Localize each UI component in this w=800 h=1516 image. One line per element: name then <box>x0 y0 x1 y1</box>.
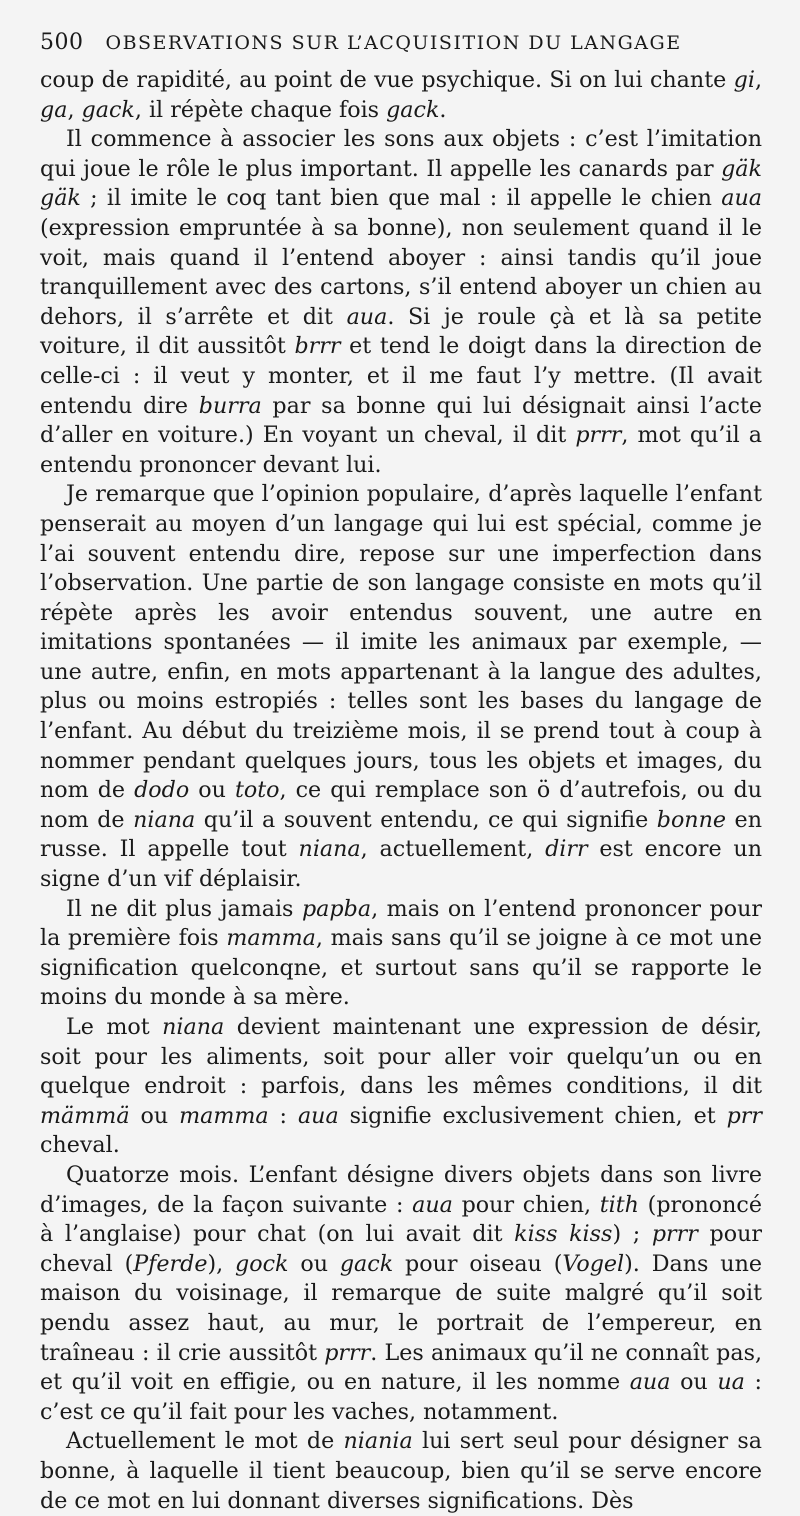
italic-term: aua <box>297 1102 339 1129</box>
italic-term: tith <box>599 1191 639 1218</box>
text-run: (expression empruntée à sa bonne), non seulement quand il le voit, mais quand il l’entend aboyer : ainsi tandis qu’il joue tranquillement avec des cartons, s’il entend aboyer un chien au dehors, il s’arrête et dit <box>40 214 762 330</box>
italic-term: brrr <box>294 333 341 360</box>
paragraph <box>40 480 762 894</box>
italic-term: gock <box>235 1250 289 1277</box>
text-run: Actuellement le mot de <box>66 1428 344 1455</box>
running-header <box>40 30 762 66</box>
italic-term: Pferde <box>133 1250 208 1277</box>
text-run: , mot qu’il a entendu prononcer devant lui. <box>40 422 762 478</box>
italic-term: toto <box>234 777 280 804</box>
italic-term: burra <box>198 392 262 419</box>
text-run: . Si je roule çà et là sa petite voiture, il dit aussitôt <box>40 303 762 360</box>
italic-term: gack <box>386 96 440 123</box>
text-run: (prononcé à l’anglaise) pour chat (on lui avait dit <box>40 1191 762 1248</box>
italic-term: dodo <box>134 777 190 804</box>
text-run: , <box>67 96 82 123</box>
text-run: par sa bonne qui lui désignait ainsi l’acte d’aller en voiture.) En voyant un cheval, il dit <box>40 392 762 449</box>
italic-term: niania <box>343 1428 413 1455</box>
italic-term: gack <box>81 96 135 123</box>
text-run: coup de rapidité, au point de vue psychique. Si on lui chante <box>40 67 734 93</box>
italic-term: niana <box>162 1014 225 1040</box>
text-run: ou <box>129 1102 180 1129</box>
text-run: qu’il a souvent entendu, ce qui signifie <box>195 806 657 833</box>
italic-term: ua <box>717 1369 745 1396</box>
italic-term: aua <box>629 1369 671 1396</box>
text-run: lui sert seul pour désigner sa bonne, à laquelle il tient beaucoup, bien qu’il se serve encore de ce mot en lui donnant diverses significations. Dès <box>40 1428 762 1514</box>
italic-term: papba <box>301 895 372 922</box>
text-run: pour oiseau ( <box>393 1250 563 1277</box>
text-run: , mais on l’entend prononcer pour la première fois <box>40 895 762 952</box>
italic-term: niana <box>133 806 196 833</box>
italic-term: prr <box>726 1102 762 1129</box>
text-run: Quatorze mois. L’enfant désigne divers objets dans son livre d’images, de la façon suivante : <box>40 1161 762 1218</box>
italic-term: niana <box>298 836 361 863</box>
text-run: ou <box>670 1369 718 1396</box>
text-run: , actuellement, <box>360 836 546 863</box>
text-run: ou <box>288 1250 340 1277</box>
italic-term: aua <box>346 303 388 330</box>
italic-term: bonne <box>656 806 727 833</box>
italic-term: aua <box>412 1191 453 1218</box>
text-run: ), <box>207 1250 236 1277</box>
italic-term: prrr <box>575 422 622 449</box>
text-run: . <box>439 96 447 123</box>
italic-term: Vogel <box>562 1250 625 1277</box>
page-number: 500 <box>40 30 84 55</box>
paragraph <box>40 1427 762 1516</box>
italic-term: mämmä <box>40 1102 130 1129</box>
text-run: : c’est ce qu’il fait pour les vaches, notamment. <box>40 1369 762 1425</box>
text-run: Il commence à associer les sons aux objets : c’est l’imitation qui joue le rôle le plus important. Il appelle les canards par <box>40 126 762 182</box>
italic-term: prrr <box>651 1221 698 1248</box>
paragraph <box>40 1161 762 1427</box>
paragraph <box>40 125 762 480</box>
text-run: Je remarque que l’opinion populaire, d’après laquelle l’enfant penserait au moyen d’un langage qui lui est spécial, comme je l’ai souvent entendu dire, repose sur une imperfection dans l’observation. Une partie de son langage consiste en mots qu’il répète après les avoir entendus souvent, une autre en imitations spontanées — il imite les animaux par exemple, — une autre, enfin, en mots appartenant à la langue des adultes, plus ou moins estropiés : telles sont les bases du langage de l’enfant. Au début du treizième mois, il se prend tout à coup à nommer pendant quelques jours, tous les objets et images, du nom de <box>40 481 762 804</box>
paragraph <box>40 66 762 125</box>
text-run: et tend le doigt dans la direction de celle-ci : il veut y monter, et il me faut l’y mettre. (Il avait entendu dire <box>40 333 762 419</box>
italic-term: prrr <box>324 1339 371 1366</box>
text-run: est encore un signe d’un vif déplaisir. <box>40 836 762 893</box>
text-run: , il répète chaque fois <box>134 96 387 123</box>
italic-term: ga <box>40 96 68 123</box>
text-run: ) ; <box>612 1221 652 1248</box>
text-run: Le mot <box>66 1014 163 1040</box>
text-run: Il ne dit plus jamais <box>66 895 302 922</box>
italic-term: mamma <box>179 1102 269 1129</box>
text-run: . Les animaux qu’il ne connaît pas, et qu’il voit en effigie, ou en nature, il les nomme <box>40 1339 763 1396</box>
text-run: ). Dans une maison du voisinage, il remarque de suite malgré qu’il soit pendu assez haut, au mur, le portrait de l’empereur, en traîneau : il crie aussitôt <box>40 1250 762 1366</box>
text-run: devient maintenant une expression de désir, soit pour les aliments, soit pour aller voir quelqu’un ou en quelque endroit : parfois, dans les mêmes conditions, il dit <box>40 1014 762 1100</box>
text-run: ; il imite le coq tant bien que mal : il appelle le chien <box>80 185 722 212</box>
text-run: pour cheval ( <box>40 1221 762 1277</box>
text-run: signifie exclusivement chien, et <box>338 1102 727 1129</box>
italic-term: gäk gäk <box>40 155 762 212</box>
text-run: , mais sans qu’il se joigne à ce mot une signification quelconqne, et surtout sans qu’il se rapporte le moins du monde à sa mère. <box>40 925 763 1011</box>
italic-term: gack <box>339 1250 394 1277</box>
italic-term: kiss kiss <box>514 1221 613 1248</box>
running-title: OBSERVATIONS SUR L’ACQUISITION DU LANGAGE <box>105 32 682 54</box>
italic-term: gi <box>733 67 755 93</box>
text-run: ou <box>189 777 235 804</box>
italic-term: aua <box>721 185 762 212</box>
text-run: pour chien, <box>452 1191 600 1218</box>
body-text <box>40 66 762 1516</box>
text-run: , <box>754 67 762 93</box>
italic-term: mamma <box>226 925 316 952</box>
text-run: , ce qui remplace son ö d’autrefois, ou du nom de <box>40 777 762 833</box>
text-run: : <box>268 1102 298 1129</box>
paragraph <box>40 895 762 1013</box>
text-run: cheval. <box>40 1132 120 1159</box>
paragraph <box>40 1013 762 1161</box>
italic-term: dirr <box>545 836 588 863</box>
text-run: en russe. Il appelle tout <box>40 806 762 863</box>
